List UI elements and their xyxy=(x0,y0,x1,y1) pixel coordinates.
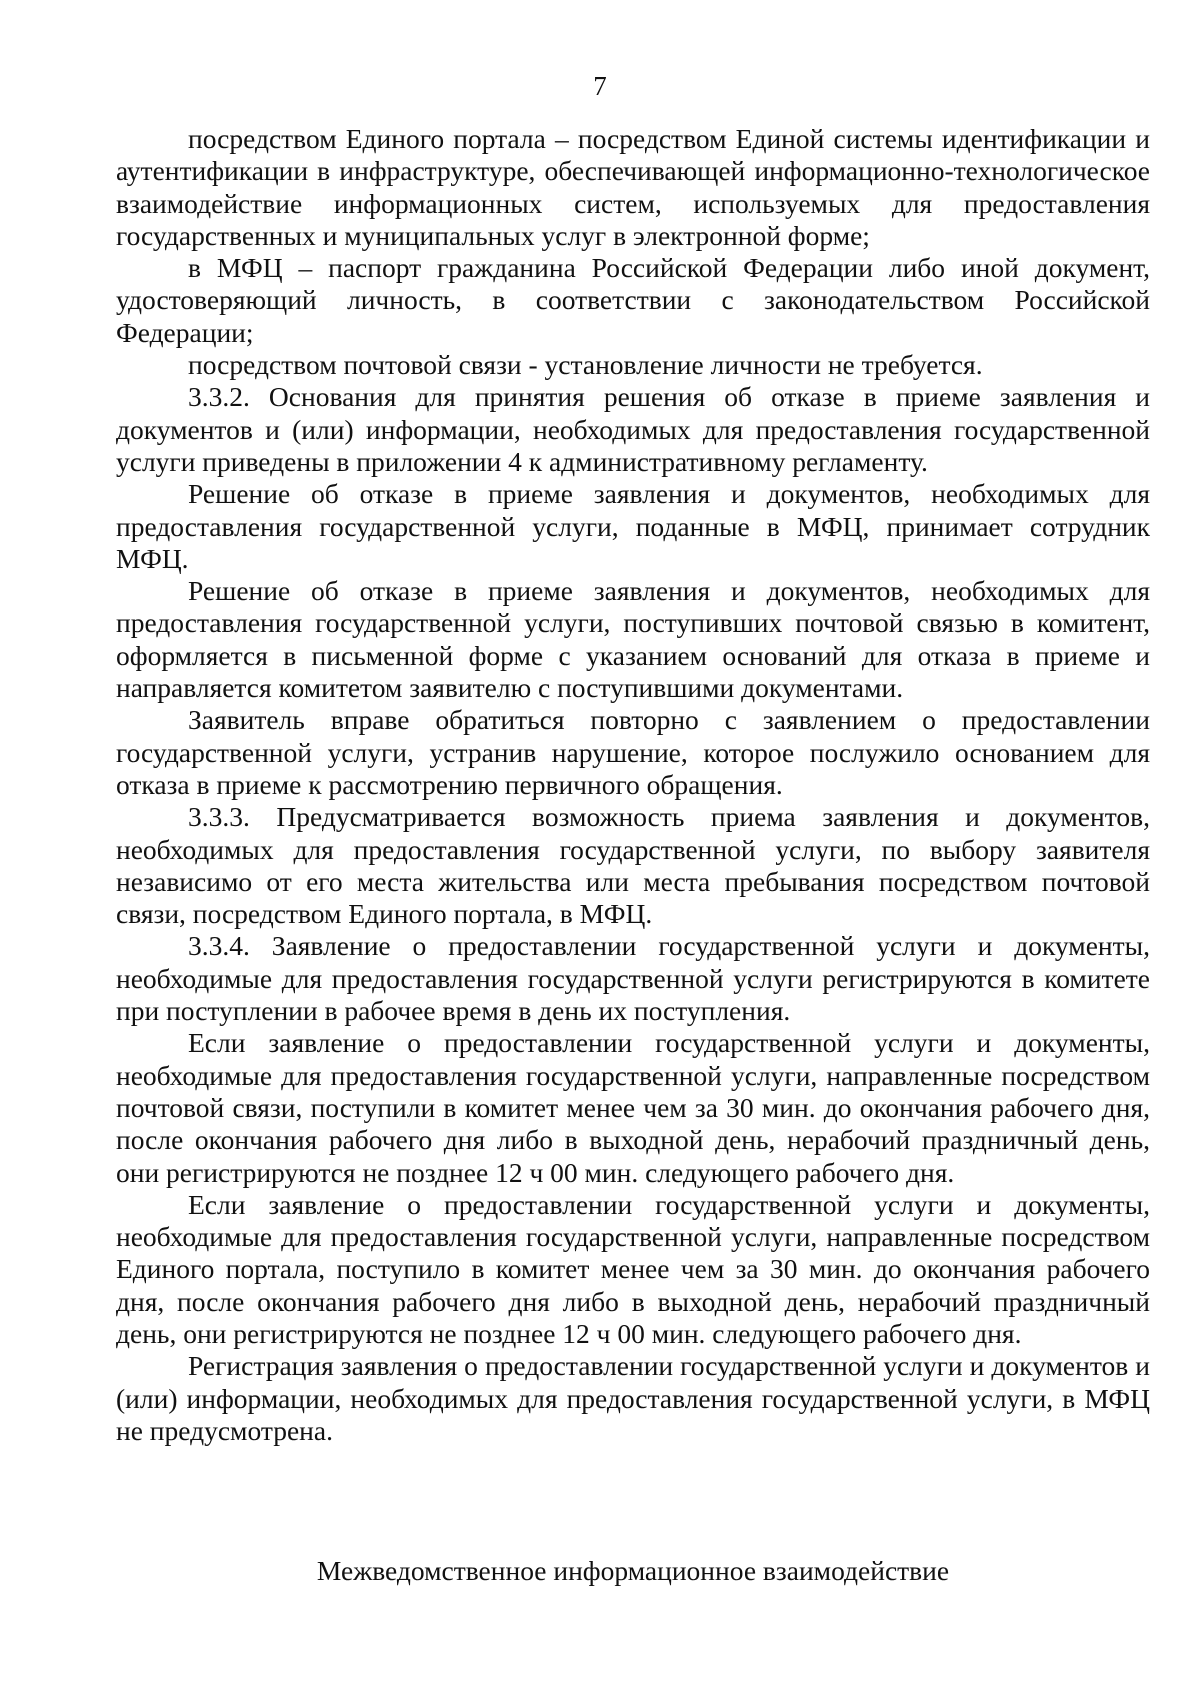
paragraph-3-3-2: 3.3.2. Основания для принятия решения об отказе в приеме заявления и документов и (или) информации, необходимых для предоставления государственной услуги приведены в приложении 4 к административному регламенту. xyxy=(116,381,1150,477)
paragraph-refusal-mfc: Решение об отказе в приеме заявления и документов, необходимых для предоставления государственной услуги, поданные в МФЦ, принимает сотрудник МФЦ. xyxy=(116,478,1150,574)
paragraph-3-3-4: 3.3.4. Заявление о предоставлении государственной услуги и документы, необходимые для предоставления государственной услуги регистрируются в комитете при поступлении в рабочее время в день их поступления. xyxy=(116,930,1150,1027)
paragraph-3-3-3: 3.3.3. Предусматривается возможность приема заявления и документов, необходимых для предоставления государственной услуги, по выбору заявителя независимо от его места жительства или места пребывания посредством почтовой связи, посредством Единого портала, в МФЦ. xyxy=(116,801,1150,930)
paragraph-mfc-passport: в МФЦ – паспорт гражданина Российской Федерации либо иной документ, удостоверяющий личность, в соответствии с законодательством Российской Федерации; xyxy=(116,252,1150,348)
section-heading: Межведомственное информационное взаимодействие xyxy=(316,1555,950,1586)
paragraph-postal-no-identification: посредством почтовой связи - установление личности не требуется. xyxy=(188,349,983,381)
paragraph-portal-registration: Если заявление о предоставлении государственной услуги и документы, необходимые для предоставления государственной услуги, направленные посредством Единого портала, поступило в комитет менее чем за 30 мин. до окончания рабочего дня, после окончания рабочего дня либо в выходной день, нерабочий праздничный день, они регистрируются не позднее 12 ч 00 мин. следующего рабочего дня. xyxy=(116,1188,1150,1349)
page-number: 7 xyxy=(593,71,607,101)
paragraph-refusal-postal: Решение об отказе в приеме заявления и документов, необходимых для предоставления государственной услуги, поступивших почтовой связью в комитент, оформляется в письменной форме с указанием оснований для отказа в приеме и направляется комитетом заявителю с поступившими документами. xyxy=(116,575,1150,704)
body-text xyxy=(116,123,1150,1447)
paragraph-mfc-registration: Регистрация заявления о предоставлении государственной услуги и документов и (или) информации, необходимых для предоставления государственной услуги, в МФЦ не предусмотрена. xyxy=(116,1350,1150,1446)
paragraph-postal-registration: Если заявление о предоставлении государственной услуги и документы, необходимые для предоставления государственной услуги, направленные посредством почтовой связи, поступили в комитет менее чем за 30 мин. до окончания рабочего дня, после окончания рабочего дня либо в выходной день, нерабочий праздничный день, они регистрируются не позднее 12 ч 00 мин. следующего рабочего дня. xyxy=(116,1027,1150,1188)
paragraph-portal-identification: посредством Единого портала – посредством Единой системы идентификации и аутентификации в инфраструктуре, обеспечивающей информационно-технологическое взаимодействие информационных систем, используемых для предоставления государственных и муниципальных услуг в электронной форме; xyxy=(116,123,1150,251)
paragraph-repeat-application: Заявитель вправе обратиться повторно с заявлением о предоставлении государственной услуги, устранив нарушение, которое послужило основанием для отказа в приеме к рассмотрению первичного обращения. xyxy=(116,704,1150,800)
